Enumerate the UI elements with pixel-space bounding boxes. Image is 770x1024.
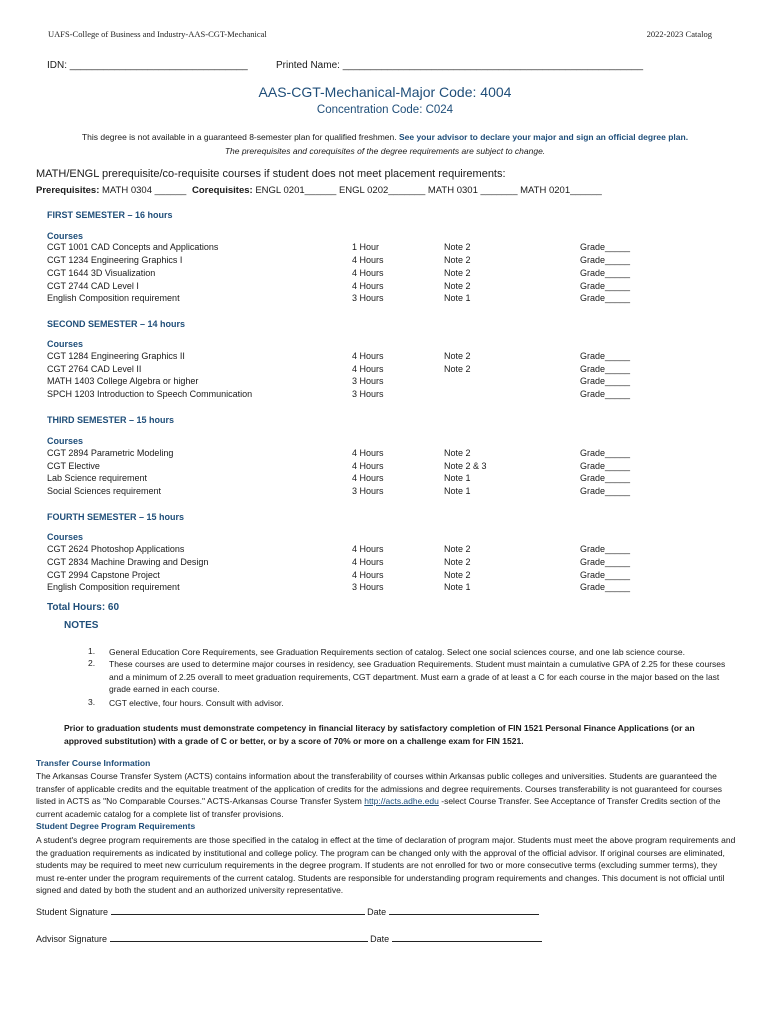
course-row: CGT 1644 3D Visualization 4 Hours Note 2 Grade_____ [47, 268, 631, 278]
printed-name-field[interactable]: Printed Name: ______________________________________________________ [276, 60, 644, 71]
course-row: CGT 1001 CAD Concepts and Applications 1 Hour Note 2 Grade_____ [47, 242, 631, 252]
grade-field[interactable]: Grade_____ [580, 389, 631, 399]
prereq-line [36, 185, 602, 196]
grade-field[interactable]: Grade_____ [580, 364, 631, 374]
course-row: MATH 1403 College Algebra or higher 3 Hours Grade_____ [47, 376, 631, 386]
semester-1-courses-label: Courses [47, 231, 84, 241]
semester-3-courses-label: Courses [47, 436, 84, 446]
course-row: CGT 2834 Machine Drawing and Design 4 Hours Note 2 Grade_____ [47, 557, 631, 567]
transfer-heading: Transfer Course Information [36, 758, 151, 768]
course-row: CGT 2744 CAD Level I 4 Hours Note 2 Grade_____ [47, 281, 631, 291]
grade-field[interactable]: Grade_____ [580, 570, 631, 580]
transfer-text: The Arkansas Course Transfer System (ACTS) contains information about the transferability of courses within Arkansas public colleges and universities. Students are guaranteed the transfer of applicable credits and the equitable treatment of the application of credits for the admissions and degree requirements. Courses transferability is not guaranteed for courses listed in ACTS as "No Comparable Courses." ACTS-Arkansas Course Transfer System http://acts.adhe.edu -select Course Transfer. See Acceptance of Transfer Credits section of the current academic catalog for a complete list of transfer provisions. [36, 771, 723, 819]
header-left: UAFS-College of Business and Industry-AAS-CGT-Mechanical [48, 29, 267, 39]
notes-heading: NOTES [64, 620, 99, 631]
student-signature-field[interactable] [111, 905, 365, 915]
course-row: English Composition requirement 3 Hours Note 1 Grade_____ [47, 582, 631, 592]
prereq-value: MATH 0304 ______ [102, 185, 187, 196]
course-row: CGT 1234 Engineering Graphics I 4 Hours Note 2 Grade_____ [47, 255, 631, 265]
student-date-field[interactable] [389, 905, 539, 915]
course-row: CGT 2624 Photoshop Applications 4 Hours Note 2 Grade_____ [47, 544, 631, 554]
concentration-code: Concentration Code: C024 [316, 104, 454, 116]
degree-program-text: A student's degree program requirements are those specified in the catalog in effect at the time of declaration of program major. Students must meet the above program requirements and the graduation requirements as indicated by institutional and college policy. The program can be changed only with the approval of the official advisor. If original courses are eliminated, students may be required to meet new curriculum requirements in the degree program. If students are not enrolled for two or more consecutive terms (excluding summer terms), they must re-enter under the program requirements of the current catalog. Students are responsible for understanding program requirements and changes. This document is not official until signed and dated by both the student and an authorized university representative. [36, 835, 736, 896]
advisor-signature-line[interactable] [36, 932, 542, 944]
header-right: 2022-2023 Catalog [646, 29, 712, 39]
grade-field[interactable]: Grade_____ [580, 448, 631, 458]
semester-2-courses-label: Courses [47, 339, 84, 349]
grade-field[interactable]: Grade_____ [580, 351, 631, 361]
grade-field[interactable]: Grade_____ [580, 461, 631, 471]
degree-program-heading: Student Degree Program Requirements [36, 821, 196, 831]
grade-field[interactable]: Grade_____ [580, 376, 631, 386]
semester-4-heading: FOURTH SEMESTER – 15 hours [47, 512, 185, 522]
notice-text: This degree is not available in a guaranteed 8-semester plan for qualified freshmen. [81, 132, 399, 142]
course-row: SPCH 1203 Introduction to Speech Communication 3 Hours Grade_____ [47, 389, 631, 399]
grade-field[interactable]: Grade_____ [580, 293, 631, 303]
coreq-value: ENGL 0201______ ENGL 0202_______ MATH 0301 _______ MATH 0201______ [255, 185, 602, 196]
grade-field[interactable]: Grade_____ [580, 281, 631, 291]
student-signature-label: Student Signature [36, 907, 109, 917]
student-signature-line[interactable] [36, 905, 539, 917]
advisor-signature-label: Advisor Signature [36, 934, 108, 944]
semester-1-heading: FIRST SEMESTER – 16 hours [47, 210, 173, 220]
semester-3-heading: THIRD SEMESTER – 15 hours [47, 415, 175, 425]
grade-field[interactable]: Grade_____ [580, 242, 631, 252]
advisor-date-field[interactable] [392, 932, 542, 942]
grade-field[interactable]: Grade_____ [580, 582, 631, 592]
course-row: CGT 2894 Parametric Modeling 4 Hours Note 2 Grade_____ [47, 448, 631, 458]
course-row: CGT 1284 Engineering Graphics II 4 Hours Note 2 Grade_____ [47, 351, 631, 361]
coreq-label: Corequisites: [191, 185, 253, 196]
grade-field[interactable]: Grade_____ [580, 473, 631, 483]
course-row: English Composition requirement 3 Hours Note 1 Grade_____ [47, 293, 631, 303]
grade-field[interactable]: Grade_____ [580, 255, 631, 265]
grade-field[interactable]: Grade_____ [580, 486, 631, 496]
prereq-label: Prerequisites: [36, 185, 100, 196]
prereq-heading: MATH/ENGL prerequisite/co-requisite courses if student does not meet placement requirements: [36, 168, 506, 180]
advisor-signature-field[interactable] [110, 932, 368, 942]
course-row: CGT 2764 CAD Level II 4 Hours Note 2 Grade_____ [47, 364, 631, 374]
notice-italic: The prerequisites and corequisites of the degree requirements are subject to change. [224, 146, 546, 156]
page-title: AAS-CGT-Mechanical-Major Code: 4004 [258, 84, 512, 100]
total-hours: Total Hours: 60 [47, 602, 120, 613]
notice-line [0, 132, 770, 142]
course-row: CGT Elective 4 Hours Note 2 & 3 Grade_____ [47, 461, 631, 471]
notice-bold: See your advisor to declare your major and sign an official degree plan. [398, 132, 689, 142]
semester-4-courses-label: Courses [47, 532, 84, 542]
course-row: Social Sciences requirement 3 Hours Note 1 Grade_____ [47, 486, 631, 496]
student-date-label: Date [367, 907, 387, 917]
financial-literacy: Prior to graduation students must demonstrate competency in financial literacy by satisfactory completion of FIN 1521 Personal Finance Applications (or an approved substitution) with a grade of C or better, or by a score of 70% or more on a challenge exam for FIN 1521. [64, 723, 695, 746]
idn-field[interactable]: IDN: ________________________________ [47, 60, 248, 71]
advisor-date-label: Date [370, 934, 390, 944]
semester-2-heading: SECOND SEMESTER – 14 hours [47, 319, 186, 329]
acts-link[interactable]: http://acts.adhe.edu [364, 796, 439, 807]
course-row: CGT 2994 Capstone Project 4 Hours Note 2 Grade_____ [47, 570, 631, 580]
grade-field[interactable]: Grade_____ [580, 268, 631, 278]
grade-field[interactable]: Grade_____ [580, 544, 631, 554]
grade-field[interactable]: Grade_____ [580, 557, 631, 567]
course-row: Lab Science requirement 4 Hours Note 1 Grade_____ [47, 473, 631, 483]
